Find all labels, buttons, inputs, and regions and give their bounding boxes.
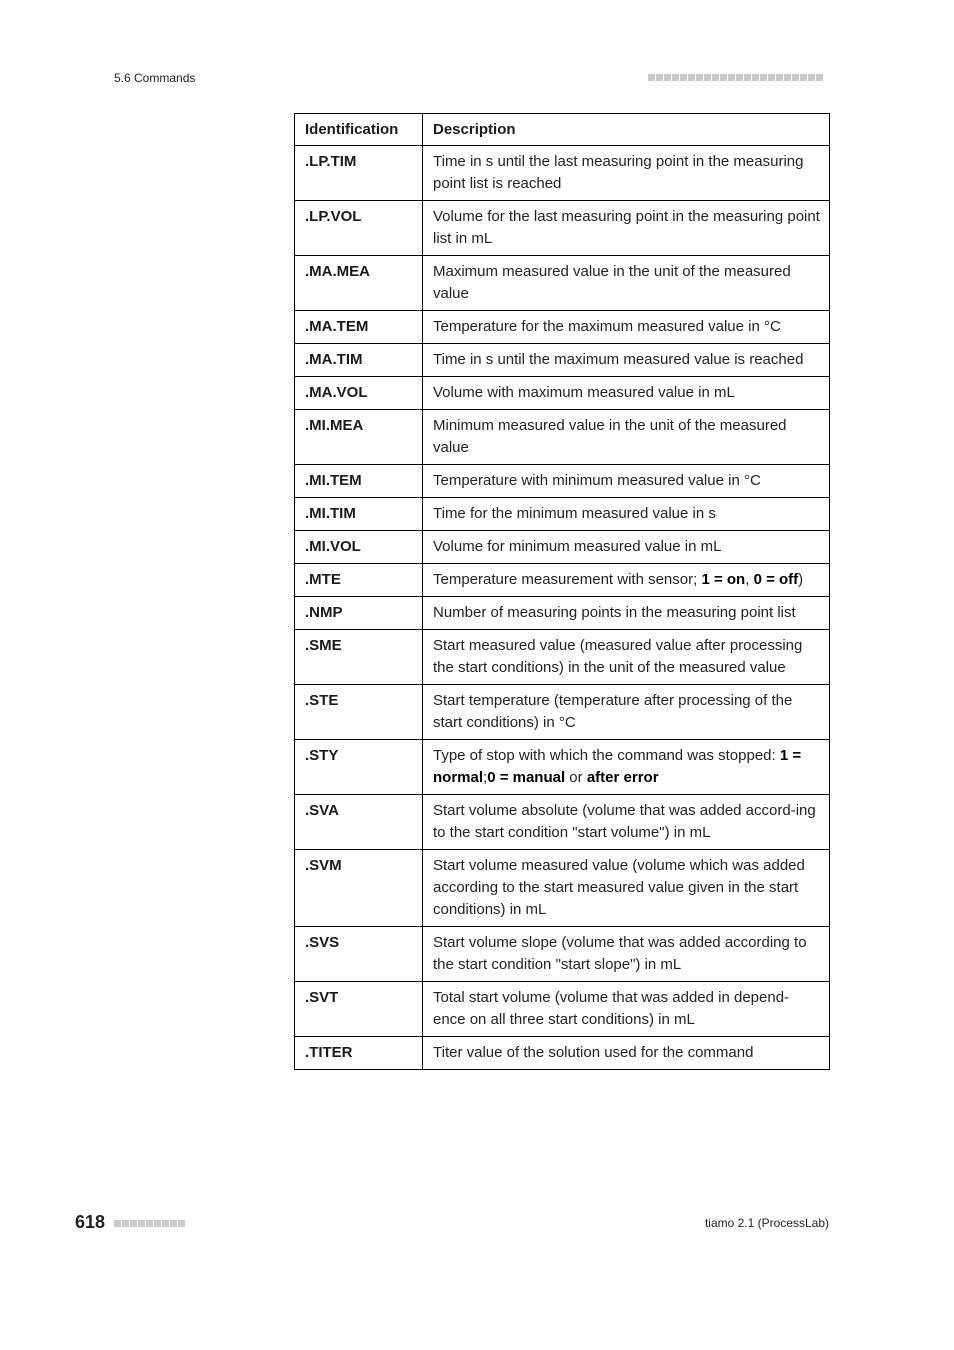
- decorative-square: [784, 74, 791, 81]
- decorative-square: [170, 1220, 177, 1227]
- table-row: [295, 850, 830, 927]
- header-decorative-dots: [648, 74, 823, 81]
- description-cell: [423, 256, 830, 311]
- running-footer-product: tiamo 2.1 (ProcessLab): [704, 1216, 829, 1230]
- table-row: [295, 377, 830, 410]
- description-text: Time in s until the maximum measured value is reached: [433, 351, 804, 368]
- identification-cell: .STY: [295, 740, 423, 795]
- decorative-square: [114, 1220, 121, 1227]
- decorative-square: [712, 74, 719, 81]
- table-row: [295, 630, 830, 685]
- decorative-square: [808, 74, 815, 81]
- decorative-square: [760, 74, 767, 81]
- description-cell: [423, 465, 830, 498]
- table-row: [295, 927, 830, 982]
- command-variables-table: [294, 113, 830, 1070]
- identification-cell: .MI.TIM: [295, 498, 423, 531]
- description-text: Volume for the last measuring point in the measuring point list in mL: [433, 208, 820, 247]
- description-text: Start measured value (measured value after processing the start conditions) in the unit of the measured value: [433, 637, 803, 676]
- decorative-square: [744, 74, 751, 81]
- description-text: or: [565, 769, 587, 786]
- decorative-square: [704, 74, 711, 81]
- description-cell: [423, 927, 830, 982]
- table-row: [295, 256, 830, 311]
- table-header-row: [295, 114, 830, 146]
- table-row: [295, 531, 830, 564]
- identification-cell: .SVM: [295, 850, 423, 927]
- description-text: Start temperature (temperature after processing of the start conditions) in °C: [433, 692, 793, 731]
- identification-cell: .STE: [295, 685, 423, 740]
- decorative-square: [752, 74, 759, 81]
- identification-cell: .LP.VOL: [295, 201, 423, 256]
- description-text: Start volume slope (volume that was added according to the start condition "start slope") in mL: [433, 934, 807, 973]
- description-text: Start volume measured value (volume which was added according to the start measured value given in the start conditions) in mL: [433, 857, 805, 918]
- table-row: [295, 410, 830, 465]
- table-row: [295, 740, 830, 795]
- description-text: Temperature with minimum measured value in °C: [433, 472, 761, 489]
- description-emphasis: 0 = off: [753, 571, 799, 588]
- description-cell: [423, 564, 830, 597]
- description-cell: [423, 201, 830, 256]
- description-text: Time for the minimum measured value in s: [433, 505, 716, 522]
- decorative-square: [138, 1220, 145, 1227]
- description-text: Volume with maximum measured value in mL: [433, 384, 735, 401]
- description-cell: [423, 740, 830, 795]
- decorative-square: [130, 1220, 137, 1227]
- identification-cell: .SVS: [295, 927, 423, 982]
- description-cell: [423, 377, 830, 410]
- decorative-square: [672, 74, 679, 81]
- decorative-square: [656, 74, 663, 81]
- table-row: [295, 1037, 830, 1070]
- identification-cell: .MA.TIM: [295, 344, 423, 377]
- description-text: Number of measuring points in the measuring point list: [433, 604, 796, 621]
- description-text: Minimum measured value in the unit of the measured value: [433, 417, 787, 456]
- description-emphasis: 1 = normal: [433, 747, 802, 786]
- identification-cell: .LP.TIM: [295, 146, 423, 201]
- identification-cell: .TITER: [295, 1037, 423, 1070]
- table-row: [295, 311, 830, 344]
- description-cell: [423, 311, 830, 344]
- decorative-square: [162, 1220, 169, 1227]
- identification-cell: .MA.VOL: [295, 377, 423, 410]
- description-text: ,: [745, 571, 754, 588]
- column-header-identification: Identification: [295, 114, 423, 146]
- decorative-square: [776, 74, 783, 81]
- table-row: [295, 465, 830, 498]
- identification-cell: .SVA: [295, 795, 423, 850]
- description-emphasis: 1 = on: [701, 571, 746, 588]
- identification-cell: .MI.VOL: [295, 531, 423, 564]
- description-cell: [423, 344, 830, 377]
- decorative-square: [728, 74, 735, 81]
- decorative-square: [178, 1220, 185, 1227]
- identification-cell: .NMP: [295, 597, 423, 630]
- identification-cell: .MA.MEA: [295, 256, 423, 311]
- description-text: Temperature measurement with sensor;: [433, 571, 702, 588]
- decorative-square: [800, 74, 807, 81]
- description-cell: [423, 146, 830, 201]
- description-cell: [423, 795, 830, 850]
- table-row: [295, 685, 830, 740]
- decorative-square: [648, 74, 655, 81]
- table-row: [295, 795, 830, 850]
- description-emphasis: after error: [586, 769, 659, 786]
- description-text: Volume for minimum measured value in mL: [433, 538, 722, 555]
- description-emphasis: 0 = manual: [487, 769, 566, 786]
- running-header-section: 5.6 Commands: [114, 71, 196, 85]
- identification-cell: .MI.TEM: [295, 465, 423, 498]
- decorative-square: [688, 74, 695, 81]
- table-row: [295, 564, 830, 597]
- table-row: [295, 146, 830, 201]
- description-cell: [423, 982, 830, 1037]
- table-row: [295, 344, 830, 377]
- decorative-square: [792, 74, 799, 81]
- identification-cell: .MTE: [295, 564, 423, 597]
- decorative-square: [816, 74, 823, 81]
- description-text: ;: [483, 769, 488, 786]
- decorative-square: [696, 74, 703, 81]
- description-cell: [423, 850, 830, 927]
- decorative-square: [664, 74, 671, 81]
- description-cell: [423, 531, 830, 564]
- identification-cell: .MA.TEM: [295, 311, 423, 344]
- decorative-square: [768, 74, 775, 81]
- decorative-square: [154, 1220, 161, 1227]
- identification-cell: .SME: [295, 630, 423, 685]
- identification-cell: .SVT: [295, 982, 423, 1037]
- description-text: Time in s until the last measuring point in the measuring point list is reached: [433, 153, 804, 192]
- column-header-description: Description: [423, 114, 830, 146]
- description-text: Titer value of the solution used for the command: [433, 1044, 754, 1061]
- description-cell: [423, 685, 830, 740]
- page-number: 618: [75, 1212, 106, 1232]
- description-cell: [423, 630, 830, 685]
- decorative-square: [720, 74, 727, 81]
- table-row: [295, 982, 830, 1037]
- decorative-square: [736, 74, 743, 81]
- identification-cell: .MI.MEA: [295, 410, 423, 465]
- decorative-square: [146, 1220, 153, 1227]
- description-text: Total start volume (volume that was added in depend-ence on all three start conditions) in mL: [433, 989, 790, 1028]
- decorative-square: [122, 1220, 129, 1227]
- table-body: [295, 146, 830, 1070]
- description-text: Temperature for the maximum measured value in °C: [433, 318, 781, 335]
- description-cell: [423, 410, 830, 465]
- description-cell: [423, 1037, 830, 1070]
- decorative-square: [680, 74, 687, 81]
- description-text: ): [798, 571, 804, 588]
- description-cell: [423, 498, 830, 531]
- description-text: Maximum measured value in the unit of the measured value: [433, 263, 791, 302]
- description-text: Type of stop with which the command was stopped:: [433, 747, 780, 764]
- table-row: [295, 597, 830, 630]
- description-text: Start volume absolute (volume that was added accord-ing to the start condition "start volume") in mL: [433, 802, 816, 841]
- table-row: [295, 201, 830, 256]
- description-cell: [423, 597, 830, 630]
- footer-decorative-dots: [114, 1220, 185, 1227]
- table-row: [295, 498, 830, 531]
